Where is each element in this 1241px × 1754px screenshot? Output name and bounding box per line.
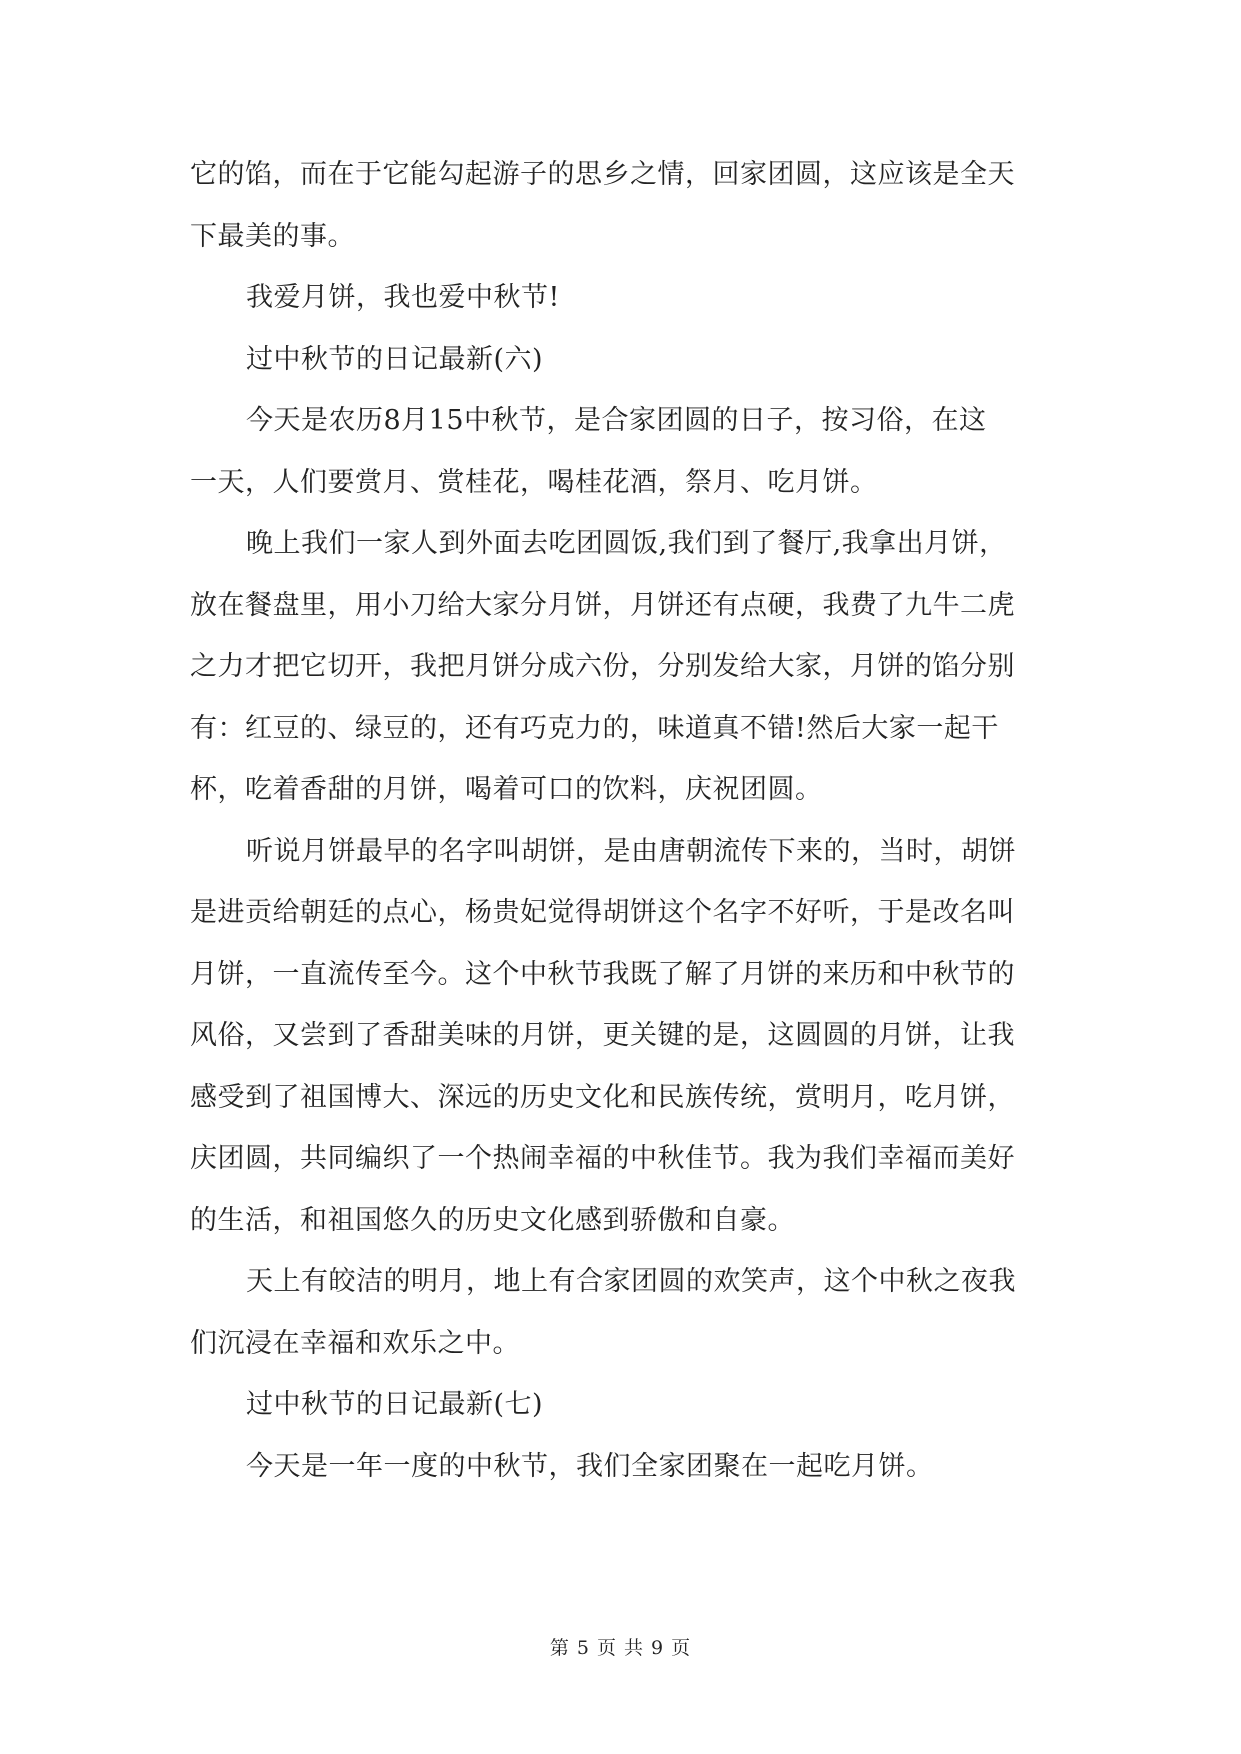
paragraph-line: 月饼，一直流传至今。这个中秋节我既了解了月饼的来历和中秋节的	[190, 958, 1015, 990]
paragraph-line: 感受到了祖国博大、深远的历史文化和民族传统，赏明月，吃月饼，	[190, 1081, 1015, 1113]
paragraph-line: 庆团圆，共同编织了一个热闹幸福的中秋佳节。我为我们幸福而美好	[190, 1143, 1015, 1174]
paragraph-line: 杯，吃着香甜的月饼，喝着可口的饮料，庆祝团圆。	[190, 774, 823, 805]
paragraph-line: 们沉浸在幸福和欢乐之中。	[190, 1327, 520, 1359]
section-heading: 过中秋节的日记最新(七)	[246, 1389, 544, 1420]
paragraph-line: 天上有皎洁的明月，地上有合家团圆的欢笑声，这个中秋之夜我	[246, 1266, 1016, 1297]
paragraph-line: 它的馅，而在于它能勾起游子的思乡之情，回家团圆，这应该是全天	[190, 159, 1015, 190]
paragraph-line: 是进贡给朝廷的点心，杨贵妃觉得胡饼这个名字不好听，于是改名叫	[190, 897, 1015, 928]
paragraph-line: 的生活，和祖国悠久的历史文化感到骄傲和自豪。	[190, 1204, 795, 1236]
paragraph-line: 今天是一年一度的中秋节，我们全家团聚在一起吃月饼。	[246, 1450, 934, 1482]
paragraph-line: 晚上我们一家人到外面去吃团圆饭,我们到了餐厅,我拿出月饼，	[246, 528, 1007, 559]
paragraph-line: 之力才把它切开，我把月饼分成六份，分别发给大家，月饼的馅分别	[190, 651, 1015, 682]
document-body	[190, 154, 1052, 1507]
paragraph-line: 我爱月饼，我也爱中秋节!	[246, 282, 560, 313]
page-number-footer: 第 5 页 共 9 页	[549, 1637, 692, 1659]
paragraph-line: 下最美的事。	[190, 220, 355, 252]
paragraph-line: 一天，人们要赏月、赏桂花，喝桂花酒，祭月、吃月饼。	[190, 466, 878, 498]
section-heading: 过中秋节的日记最新(六)	[246, 343, 544, 375]
paragraph-line: 有：红豆的、绿豆的，还有巧克力的，味道真不错!然后大家一起干	[190, 712, 999, 744]
paragraph-line: 今天是农历8月15中秋节，是合家团圆的日子，按习俗，在这	[246, 405, 987, 436]
paragraph-line: 放在餐盘里，用小刀给大家分月饼，月饼还有点硬，我费了九牛二虎	[190, 589, 1015, 621]
paragraph-line: 风俗，又尝到了香甜美味的月饼，更关键的是，这圆圆的月饼，让我	[190, 1020, 1015, 1051]
paragraph-line: 听说月饼最早的名字叫胡饼，是由唐朝流传下来的，当时，胡饼	[246, 835, 1016, 867]
